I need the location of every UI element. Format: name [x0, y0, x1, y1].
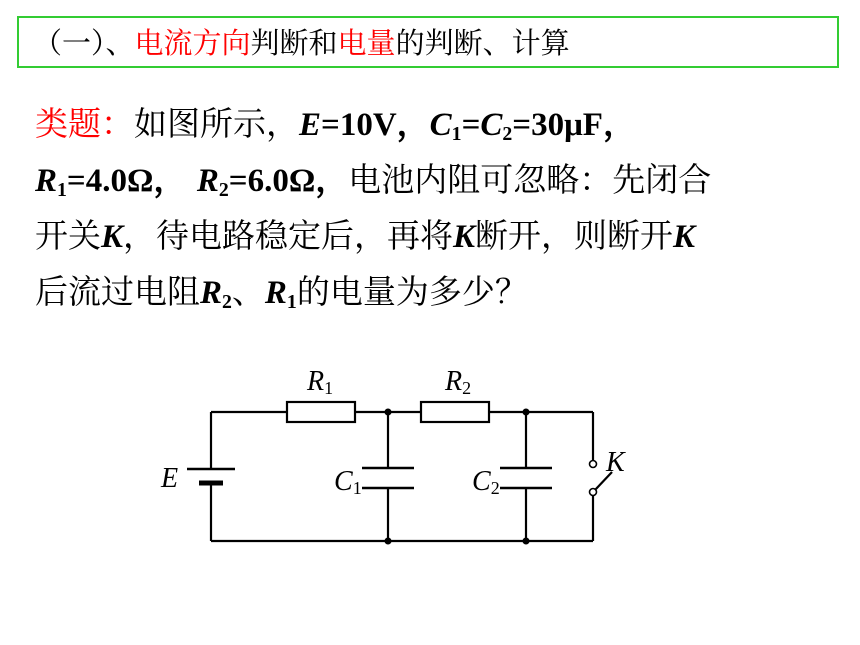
problem-text-segment: 、: [231, 272, 265, 311]
subscript: 2: [218, 178, 229, 201]
label-r2: R2: [445, 366, 472, 398]
value-r1: =4.0Ω，: [66, 163, 187, 199]
symbol-r1: R: [35, 163, 58, 199]
symbol-r1: R: [264, 275, 287, 311]
problem-text-segment: 后流过电阻: [35, 272, 200, 311]
title-seg-current-direction: 电流方向: [134, 26, 251, 60]
subscript: 2: [222, 290, 232, 313]
symbol-r2: R: [200, 275, 223, 311]
problem-label: 类题：: [35, 104, 134, 143]
symbol-k: K: [453, 219, 476, 255]
problem-text-segment: ，待电路稳定后，再将: [123, 216, 454, 255]
junction-dot: [523, 538, 530, 545]
label-c2: C2: [472, 466, 500, 498]
symbol-r2: R: [196, 163, 219, 199]
symbol-c2: C: [480, 107, 503, 143]
title-seg-charge: 电量: [337, 26, 396, 60]
value-e: =10V，: [321, 107, 430, 143]
subscript: 1: [451, 122, 462, 145]
label-r1: R1: [307, 366, 334, 398]
subscript: 1: [286, 290, 297, 313]
resistor-r2: [421, 402, 489, 422]
problem-text-segment: 开关: [35, 216, 101, 255]
problem-text-segment: 断开，则断开: [475, 216, 674, 255]
junction-dot: [523, 409, 530, 416]
symbol-k: K: [101, 219, 124, 255]
title-seg-1: （一）、: [33, 26, 135, 60]
title-seg-5: 的判断、计算: [395, 26, 570, 60]
subscript: 2: [502, 122, 513, 145]
label-e: E: [161, 463, 179, 494]
label-k: K: [606, 447, 625, 478]
symbol-k: K: [673, 219, 696, 255]
problem-text-segment: 的电量为多少？: [296, 272, 528, 311]
resistor-r1: [287, 402, 355, 422]
switch-terminal: [590, 461, 597, 468]
value-r2: =6.0Ω，: [228, 163, 349, 199]
label-c1: C1: [334, 466, 362, 498]
equals-sign: =: [461, 107, 481, 143]
symbol-e: E: [299, 107, 322, 143]
problem-text-segment: 如图所示，: [134, 104, 299, 143]
symbol-c1: C: [429, 107, 452, 143]
junction-dot: [385, 409, 392, 416]
junction-dot: [385, 538, 392, 545]
problem-text-segment: 电池内阻可忽略：先闭合: [348, 160, 712, 199]
subscript: 1: [57, 178, 67, 201]
value-c: =30μF，: [512, 107, 636, 143]
title-seg-3: 判断和: [250, 26, 338, 60]
